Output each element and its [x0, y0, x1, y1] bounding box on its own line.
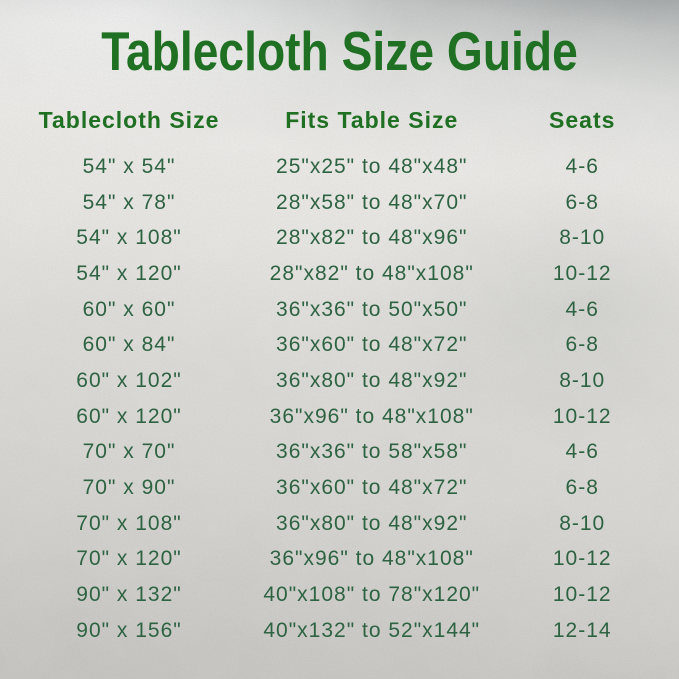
tablecloth-size-cell: 70" x 108" [76, 511, 182, 535]
page-title: Tablecloth Size Guide [101, 20, 578, 82]
fits-table-size-cell: 25"x25" to 48"x48" [276, 154, 468, 178]
tablecloth-size-cell: 60" x 102" [76, 368, 182, 392]
table-row [0, 327, 679, 363]
column-header-fits-table-size: Fits Table Size [285, 106, 459, 133]
seats-cell: 12-14 [552, 618, 612, 642]
fits-table-size-cell: 28"x82" to 48"x96" [276, 226, 468, 250]
tablecloth-size-cell: 70" x 70" [82, 440, 176, 464]
fits-table-size-cell: 28"x58" to 48"x70" [276, 190, 468, 214]
tablecloth-size-cell: 54" x 78" [82, 190, 176, 214]
seats-cell: 10-12 [552, 547, 612, 571]
tablecloth-size-cell: 54" x 108" [76, 226, 182, 250]
table-row [0, 292, 679, 328]
table-row [0, 256, 679, 292]
seats-cell: 8-10 [559, 368, 606, 392]
tablecloth-size-cell: 70" x 90" [82, 476, 176, 500]
table-row [0, 220, 679, 256]
fits-table-size-cell: 36"x80" to 48"x92" [276, 368, 468, 392]
fits-table-size-cell: 40"x108" to 78"x120" [263, 583, 481, 607]
tablecloth-size-cell: 60" x 84" [82, 333, 176, 357]
table-row [0, 542, 679, 578]
fits-table-size-cell: 36"x96" to 48"x108" [269, 547, 474, 571]
seats-cell: 6-8 [565, 476, 599, 500]
table-row [0, 470, 679, 506]
seats-cell: 10-12 [552, 404, 612, 428]
table-row [0, 577, 679, 613]
table-header-row [0, 105, 679, 135]
seats-cell: 10-12 [552, 261, 612, 285]
tablecloth-size-cell: 90" x 132" [76, 583, 182, 607]
table-body [0, 149, 679, 649]
table-row [0, 435, 679, 471]
fits-table-size-cell: 36"x80" to 48"x92" [276, 511, 468, 535]
column-header-tablecloth-size: Tablecloth Size [38, 106, 220, 133]
seats-cell: 6-8 [565, 333, 599, 357]
table-row [0, 399, 679, 435]
tablecloth-size-cell: 54" x 120" [76, 261, 182, 285]
seats-cell: 10-12 [552, 583, 612, 607]
seats-cell: 4-6 [565, 297, 599, 321]
fits-table-size-cell: 36"x60" to 48"x72" [276, 476, 468, 500]
tablecloth-size-cell: 90" x 156" [76, 618, 182, 642]
seats-cell: 4-6 [565, 440, 599, 464]
fits-table-size-cell: 36"x96" to 48"x108" [269, 404, 474, 428]
seats-cell: 8-10 [559, 511, 606, 535]
tablecloth-size-cell: 60" x 60" [82, 297, 176, 321]
fits-table-size-cell: 36"x36" to 50"x50" [276, 297, 468, 321]
tablecloth-size-cell: 60" x 120" [76, 404, 182, 428]
fits-table-size-cell: 36"x36" to 58"x58" [276, 440, 468, 464]
table-row [0, 363, 679, 399]
seats-cell: 8-10 [559, 226, 606, 250]
seats-cell: 6-8 [565, 190, 599, 214]
seats-cell: 4-6 [565, 154, 599, 178]
fits-table-size-cell: 28"x82" to 48"x108" [269, 261, 474, 285]
column-header-seats: Seats [549, 106, 616, 133]
tablecloth-size-cell: 70" x 120" [76, 547, 182, 571]
table-row [0, 613, 679, 649]
fits-table-size-cell: 36"x60" to 48"x72" [276, 333, 468, 357]
size-table [0, 105, 679, 649]
table-row [0, 149, 679, 185]
fits-table-size-cell: 40"x132" to 52"x144" [263, 618, 481, 642]
table-row [0, 506, 679, 542]
tablecloth-size-cell: 54" x 54" [82, 154, 176, 178]
table-row [0, 185, 679, 221]
